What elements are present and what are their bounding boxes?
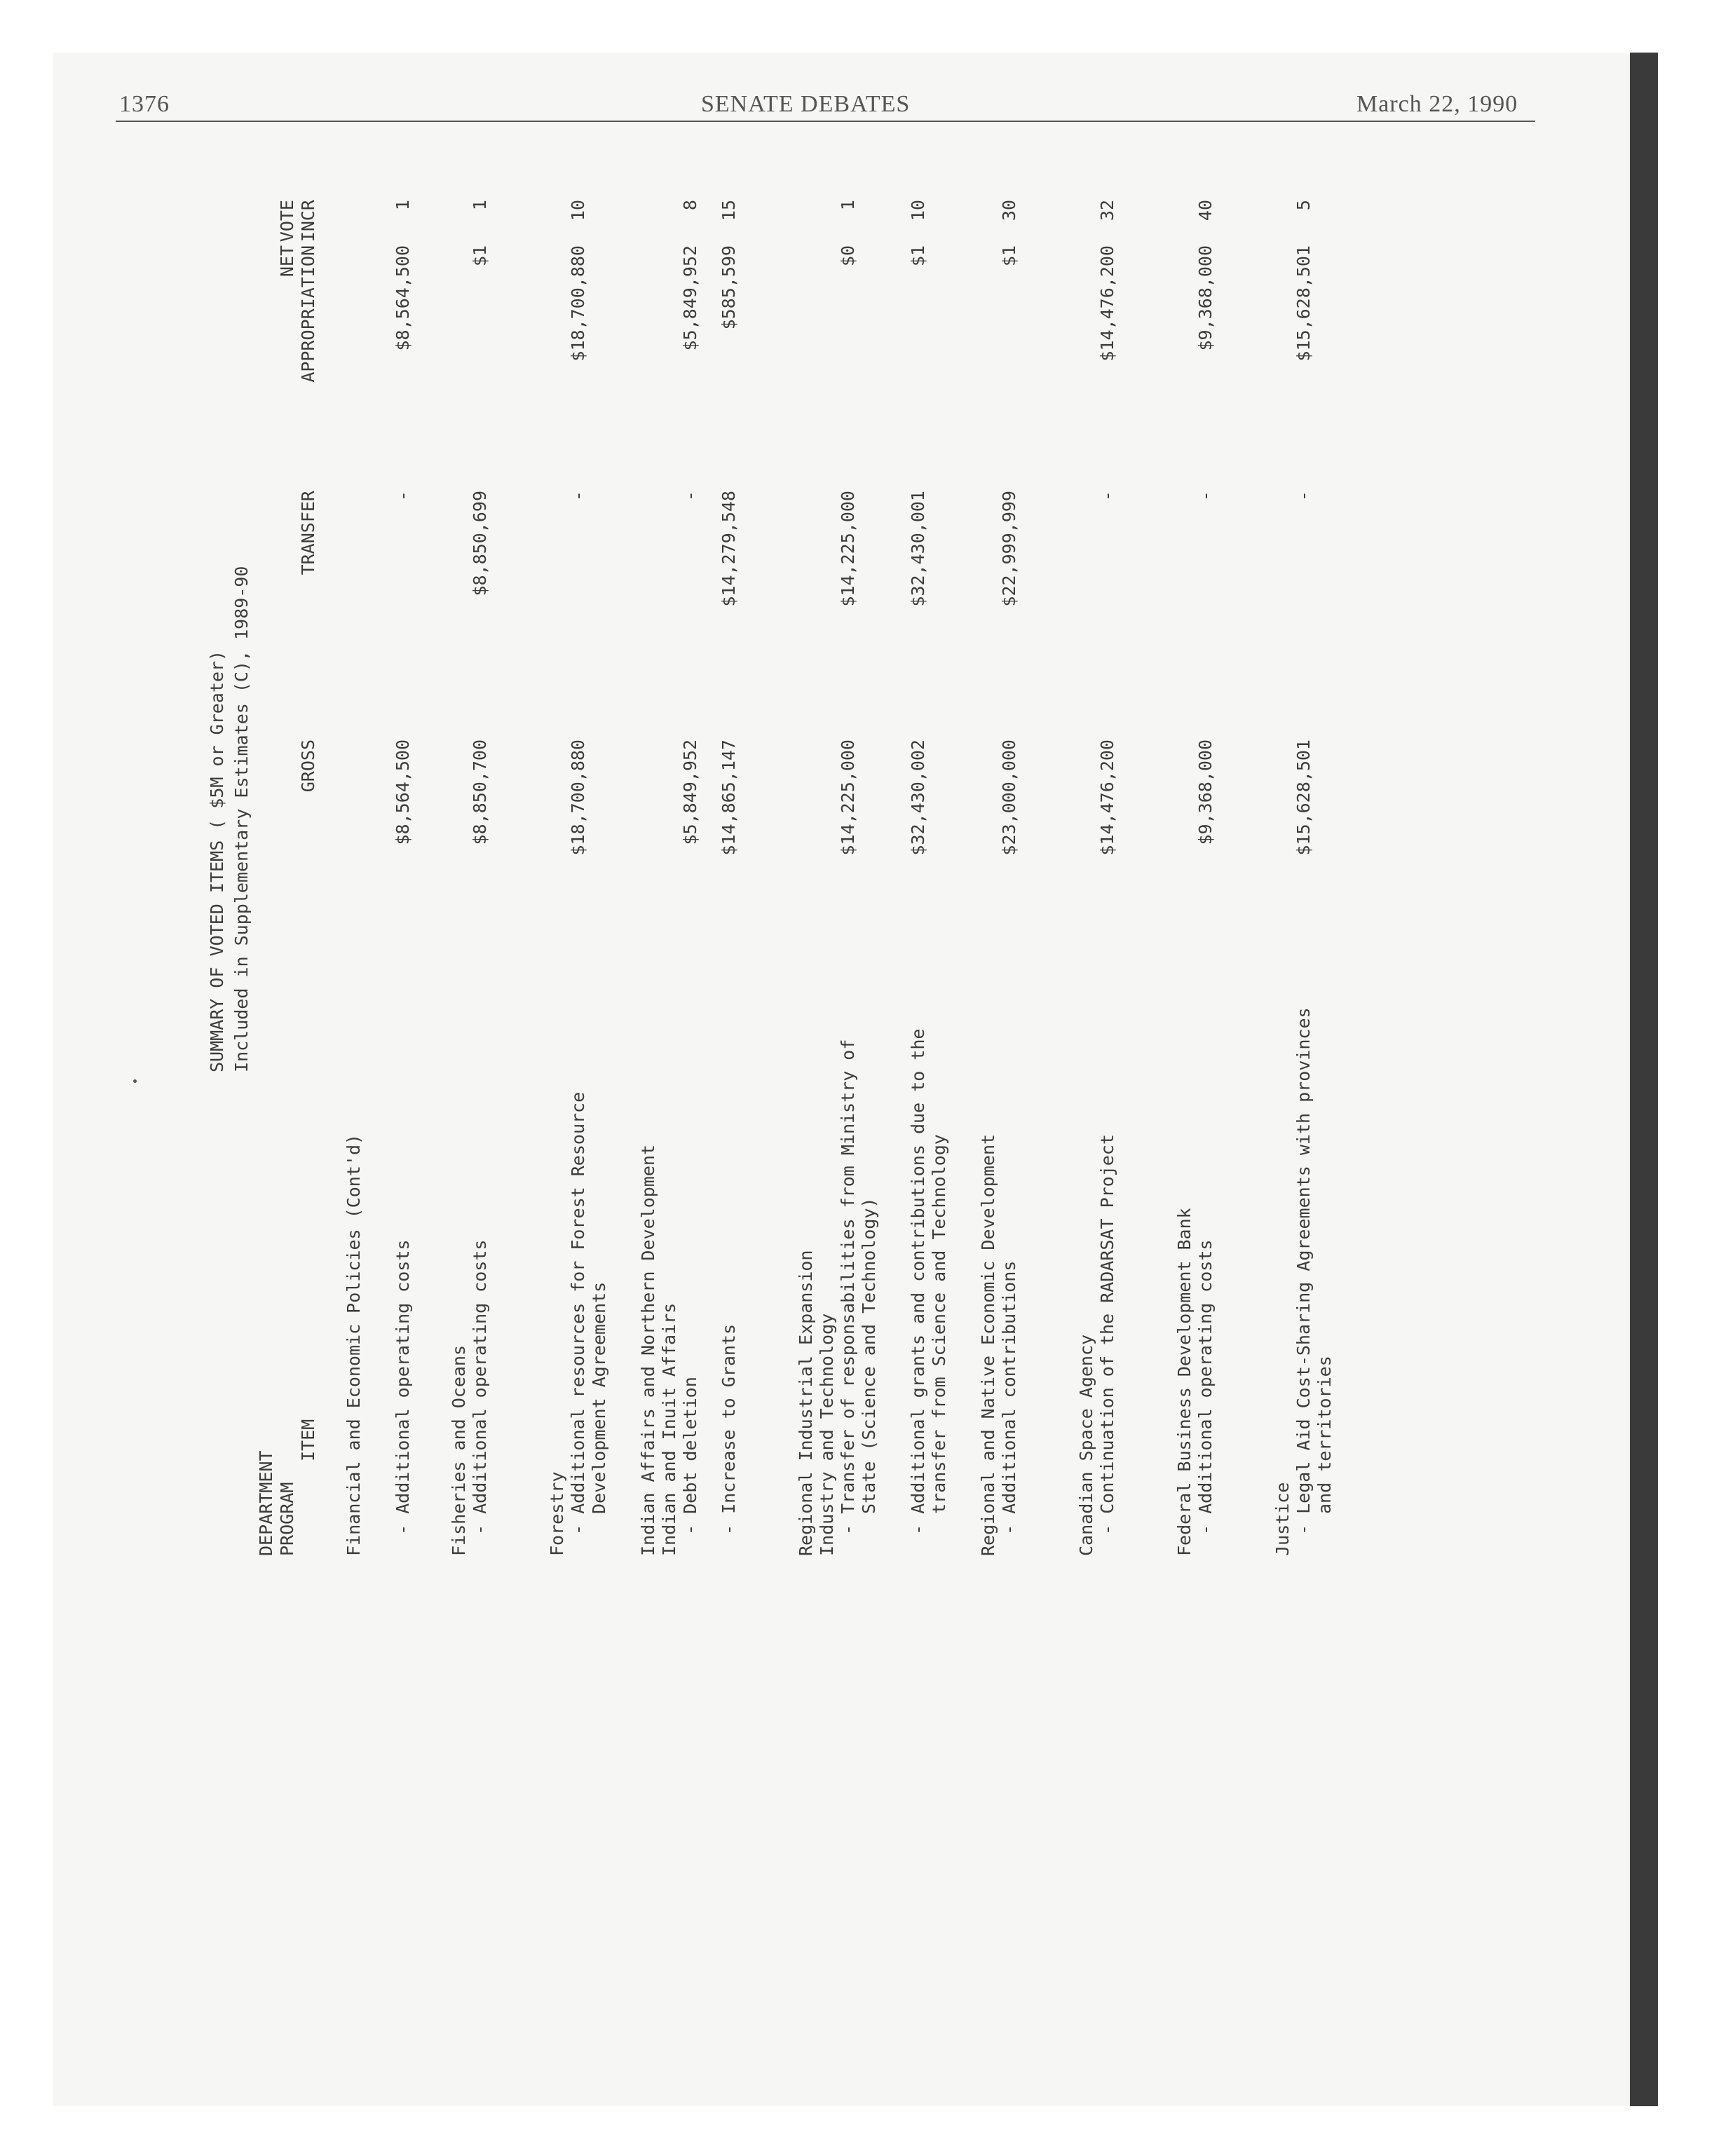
section-heading: Federal Business Development Bank [1174,1208,1195,1556]
row-item: - Additional contributions [999,1260,1019,1535]
col-header-transfer: TRANSFER [298,491,318,575]
row-transfer: $8,850,699 [470,491,490,596]
row-transfer: - [680,491,700,502]
col-header-vote: VOTE [277,200,297,243]
row-net: $0 [838,245,858,267]
table-title: SUMMARY OF VOTED ITEMS ( $5M or Greater) [207,650,227,1072]
row-net: $585,599 [719,245,739,330]
row-transfer: $32,430,001 [908,491,928,607]
row-vote: 1 [393,200,413,211]
col-header-item: ITEM [298,1419,318,1461]
row-net: $1 [470,245,490,267]
section-subheading: Indian and Inuit Affairs [659,1302,679,1556]
row-item: - Additional resources for Forest Resource [568,1091,588,1535]
section-heading: Forestry [547,1471,567,1556]
row-net: $8,564,500 [393,245,413,351]
col-header-incr: INCR [298,200,318,243]
row-item: - Debt deletion [680,1377,700,1535]
row-item: - Additional operating costs [1195,1239,1216,1535]
row-vote: 10 [908,200,928,221]
section-heading: Financial and Economic Policies (Cont'd) [343,1133,364,1556]
header-rule [116,121,1535,122]
row-net: $15,628,501 [1293,245,1314,362]
page-number: 1376 [119,91,170,117]
row-transfer: - [1293,491,1314,502]
row-vote: 40 [1195,200,1216,221]
row-item-cont: transfer from Science and Technology [929,1134,949,1514]
row-net: $14,476,200 [1097,245,1117,362]
row-net: $5,849,952 [680,245,700,351]
row-transfer: $14,225,000 [838,491,858,607]
stray-mark [133,1079,137,1083]
col-header-program: PROGRAM [277,1482,297,1556]
row-item: - Additional grants and contributions due to the [908,1028,928,1535]
row-vote: 32 [1097,200,1117,221]
page-title: SENATE DEBATES [701,91,911,117]
page-date: March 22, 1990 [1356,91,1518,117]
rotated-table [207,200,1416,1602]
row-vote: 15 [719,200,739,221]
col-header-department: DEPARTMENT [256,1450,276,1556]
section-heading: Regional Industrial Expansion [796,1250,816,1556]
row-vote: 1 [838,200,858,211]
col-header-appropriation: APPROPRIATION [298,245,318,383]
row-item: - Continuation of the RADARSAT Project [1097,1134,1117,1535]
section-subheading: Industry and Technology [817,1313,837,1556]
row-transfer: - [1097,491,1117,502]
section-heading: Indian Affairs and Northern Development [638,1145,658,1556]
row-gross: $8,564,500 [393,739,413,845]
row-vote: 30 [999,200,1019,221]
row-transfer: - [393,491,413,502]
row-gross: $14,225,000 [838,739,858,856]
row-gross: $15,628,501 [1293,739,1314,856]
row-item: - Transfer of responsabilities from Ministry of [838,1039,858,1535]
row-vote: 10 [568,200,588,221]
col-header-net: NET [277,245,297,278]
row-net: $9,368,000 [1195,245,1216,351]
section-heading: Canadian Space Agency [1076,1334,1096,1556]
row-net: $1 [999,245,1019,267]
row-vote: 5 [1293,200,1314,211]
row-transfer: $22,999,999 [999,491,1019,607]
row-item-cont: Development Agreements [589,1281,609,1514]
row-vote: 1 [470,200,490,211]
row-gross: $23,000,000 [999,739,1019,856]
row-transfer: - [568,491,588,502]
section-heading: Justice [1272,1482,1293,1556]
row-gross: $14,865,147 [719,739,739,856]
row-transfer: - [1195,491,1216,502]
row-gross: $8,850,700 [470,739,490,845]
section-heading: Fisheries and Oceans [449,1344,469,1556]
row-transfer: $14,279,548 [719,491,739,607]
scan-edge-bar [1630,53,1658,2106]
row-item-cont: and territories [1314,1356,1335,1514]
row-net: $1 [908,245,928,267]
row-net: $18,700,880 [568,245,588,362]
row-gross: $5,849,952 [680,739,700,845]
col-header-gross: GROSS [298,739,318,793]
section-heading: Regional and Native Economic Development [978,1133,998,1556]
row-gross: $32,430,002 [908,739,928,856]
row-vote: 8 [680,200,700,211]
row-item: - Additional operating costs [470,1239,490,1535]
row-item: - Increase to Grants [719,1323,739,1535]
row-item: - Additional operating costs [393,1239,413,1535]
row-item: - Legal Aid Cost-Sharing Agreements with provinces [1293,1007,1314,1535]
row-gross: $14,476,200 [1097,739,1117,856]
row-gross: $9,368,000 [1195,739,1216,845]
row-gross: $18,700,880 [568,739,588,856]
row-item-cont: State (Science and Technology) [859,1197,879,1514]
table-subtitle: Included in Supplementary Estimates (C), 1989-90 [231,566,252,1072]
